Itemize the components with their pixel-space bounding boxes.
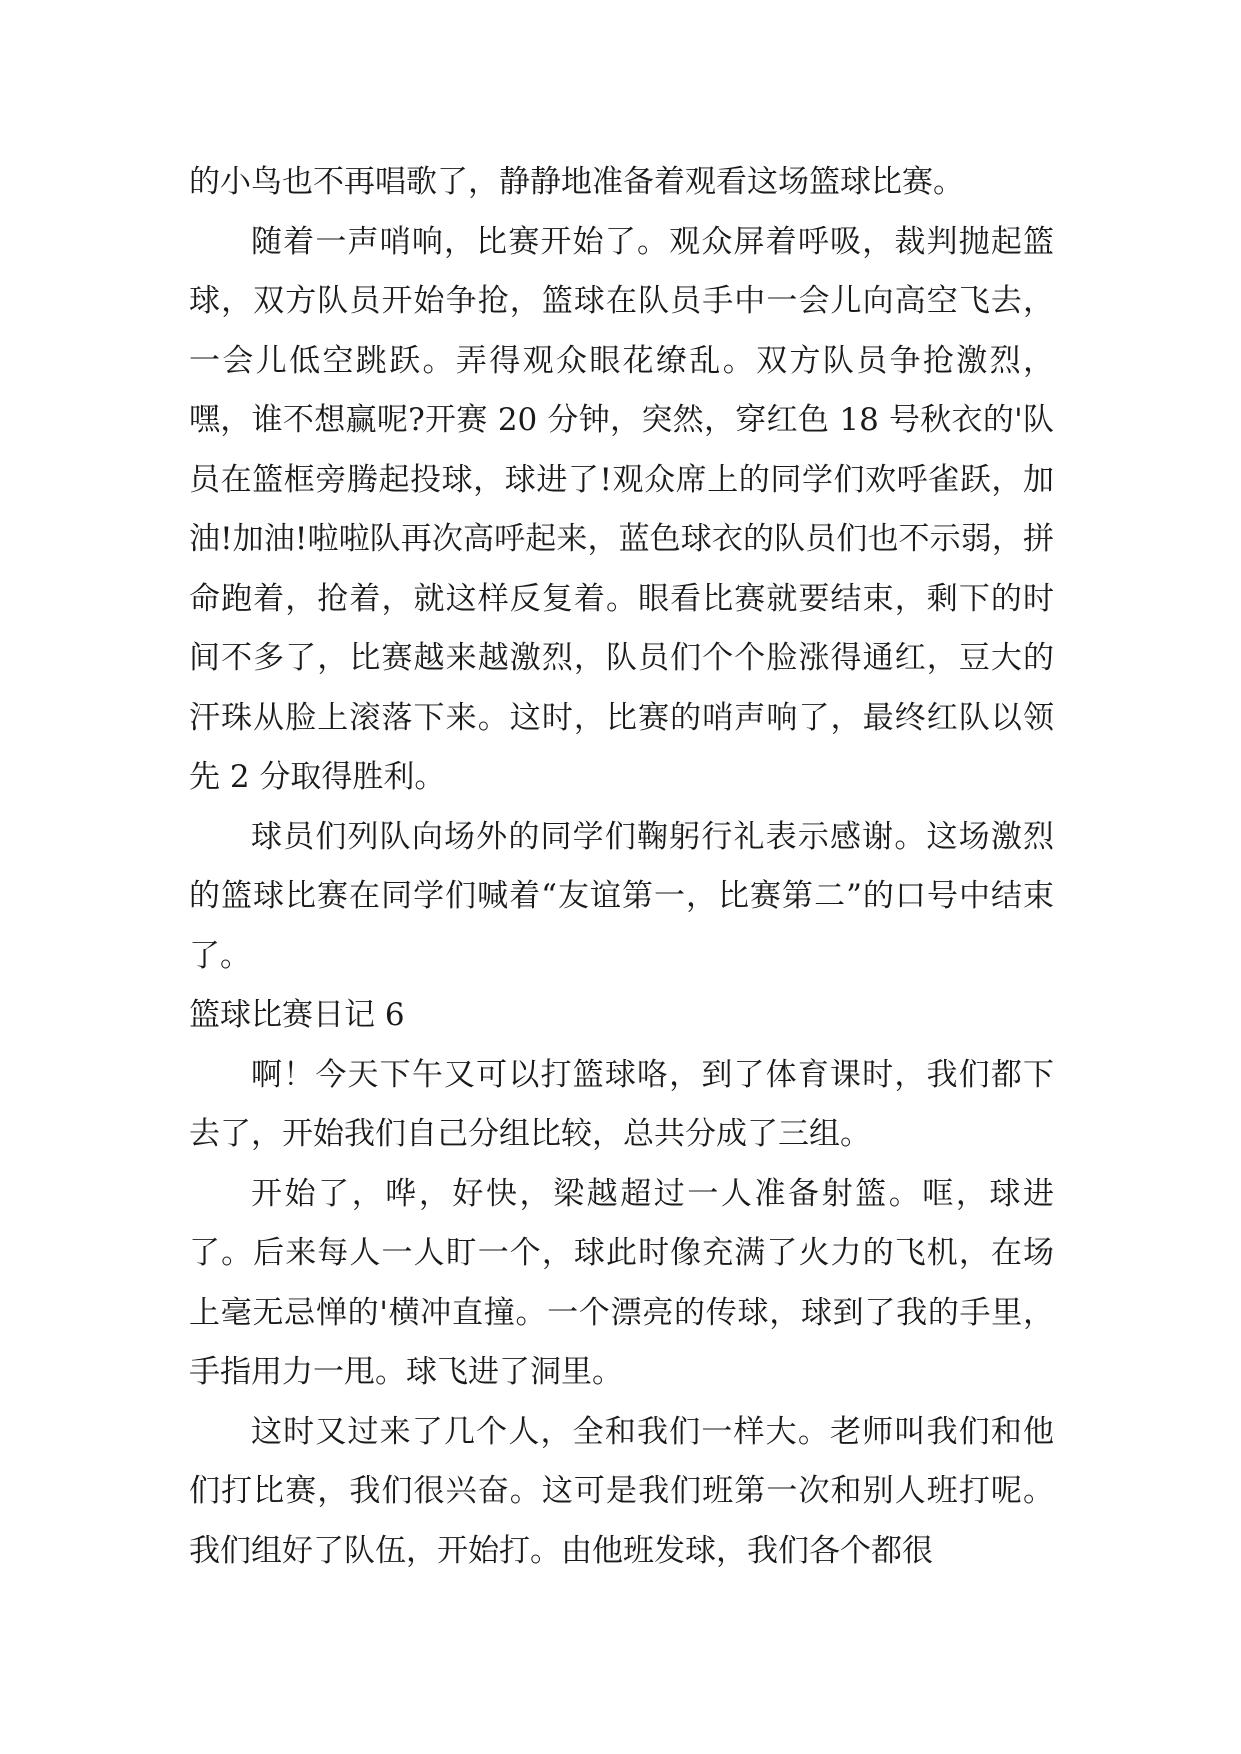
diary-heading: 篮球比赛日记 6 [189, 997, 405, 1033]
paragraph-match-other-class: 这时又过来了几个人，全和我们一样大。老师叫我们和他们打比赛，我们很兴奋。这可是我们班第一次和别人班打呢。我们组好了队伍，开始打。由他班发球，我们各个都很 [189, 1413, 1054, 1569]
paragraph-pe-class: 啊！今天下午又可以打篮球咯，到了体育课时，我们都下去了，开始我们自己分组比较，总共分成了三组。 [189, 1056, 1054, 1152]
paragraph-continuation: 的小鸟也不再唱歌了，静静地准备着观看这场篮球比赛。 [189, 164, 964, 200]
paragraph-game-start: 随着一声哨响，比赛开始了。观众屏着呼吸，裁判抛起篮球，双方队员开始争抢，篮球在队员手中一会儿向高空飞去，一会儿低空跳跃。弄得观众眼花缭乱。双方队员争抢激烈，嘿，谁不想赢呢?开赛 20 分钟，突然，穿红色 18 号秋衣的'队员在篮框旁腾起投球，球进了!观众席上的同学们欢呼雀跃，加油!加油!啦啦队再次高呼起来，蓝色球衣的队员们也不示弱，拼命跑着，抢着，就这样反复着。眼看比赛就要结束，剩下的时间不多了，比赛越来越激烈，队员们个个脸涨得通红，豆大的汗珠从脸上滚落下来。这时，比赛的哨声响了，最终红队以领先 2 分取得胜利。 [189, 223, 1054, 795]
document-page [189, 153, 1054, 1581]
paragraph-first-goal: 开始了，哗，好快，梁越超过一人准备射篮。哐，球进了。后来每人一人盯一个，球此时像充满了火力的飞机，在场上毫无忌惮的'横冲直撞。一个漂亮的传球，球到了我的手里，手指用力一甩。球飞进了洞里。 [189, 1175, 1054, 1390]
paragraph-game-end: 球员们列队向场外的同学们鞠躬行礼表示感谢。这场激烈的篮球比赛在同学们喊着“友谊第一，比赛第二”的口号中结束了。 [189, 818, 1054, 974]
